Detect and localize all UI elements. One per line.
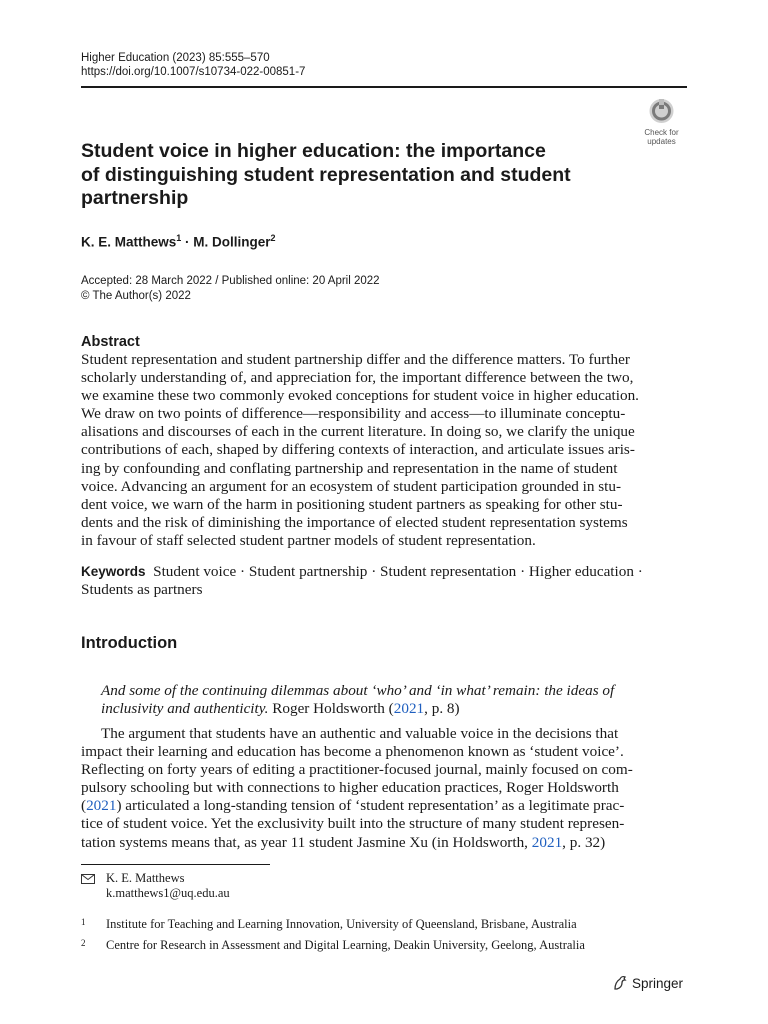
corresponding-name: K. E. Matthews — [106, 871, 185, 885]
abstract-line: We draw on two points of difference—responsibility and access—to illuminate conceptu- — [81, 405, 626, 423]
check-for-updates-icon — [636, 98, 687, 124]
keywords-list: Student voice · Student partnership · Student representation · Higher education · — [153, 563, 643, 580]
badge-line-2: updates — [647, 136, 676, 146]
citation-link[interactable]: 2021 — [531, 833, 563, 851]
abstract-line: alisations and discourses of each in the current literature. In doing so, we clarify the unique — [81, 423, 635, 441]
abstract-line: scholarly understanding of, and appreciation for, the important difference between the two, — [81, 369, 634, 387]
badge-line-1: Check for — [644, 128, 679, 137]
body-line: pulsory schooling but with connections to higher education practices, Roger Holdsworth — [81, 779, 619, 797]
journal-header — [81, 51, 305, 79]
abstract-text — [81, 351, 687, 550]
affiliation-number: 1 — [81, 917, 86, 927]
dates-line: Accepted: 28 March 2022 / Published online: 20 April 2022 — [81, 275, 380, 287]
citation-link[interactable]: 2021 — [86, 797, 117, 815]
body-line: impact their learning and education has become a phenomenon known as ‘student voice’. — [81, 743, 624, 761]
affiliation-marker: 2 — [270, 233, 276, 243]
body-text: ( — [81, 797, 87, 815]
publication-dates — [81, 274, 380, 303]
citation-link[interactable]: 2021 — [393, 700, 425, 718]
author-name[interactable]: K. E. Matthews — [81, 234, 177, 250]
abstract-line: Student representation and student partnership differ and the difference matters. To further — [81, 351, 630, 368]
abstract-line: dents and the risk of diminishing the importance of elected student representation systems — [81, 513, 628, 531]
epigraph-attribution: , p. 8) — [424, 700, 460, 718]
affiliation-marker: 1 — [176, 233, 182, 243]
affiliation-text: Centre for Research in Assessment and Digital Learning, Deakin University, Geelong, Australia — [106, 938, 585, 952]
paper-title — [81, 140, 601, 211]
epigraph-line: inclusivity and authenticity. — [101, 700, 269, 718]
introduction-paragraph — [81, 725, 687, 852]
springer-horse-icon — [612, 975, 628, 991]
abstract-line: we examine these two commonly evoked conceptions for student voice in higher education. — [81, 387, 639, 405]
journal-citation: Higher Education (2023) 85:555–570 — [81, 52, 270, 64]
corresponding-email[interactable]: k.matthews1@uq.edu.au — [106, 886, 230, 900]
abstract-line: dent voice, we warn of the harm in positioning student partners as speaking for other stu- — [81, 495, 623, 513]
footnote-rule — [81, 864, 270, 865]
keywords-block — [81, 563, 687, 599]
envelope-icon — [81, 874, 95, 884]
affiliation-number: 2 — [81, 938, 86, 948]
author-list — [81, 233, 276, 250]
abstract-line: in favour of staff selected student partner models of student representation. — [81, 531, 536, 549]
publisher-logo — [612, 975, 683, 991]
affiliation-2 — [81, 936, 585, 953]
body-line: tice of student voice. Yet the exclusivity built into the structure of many student represen- — [81, 815, 625, 833]
affiliation-1 — [81, 915, 577, 932]
header-rule — [81, 86, 687, 88]
affiliation-text: Institute for Teaching and Learning Innovation, University of Queensland, Brisbane, Australia — [106, 917, 577, 931]
body-text: tation systems means that, as year 11 student Jasmine Xu (in Holdsworth, — [81, 833, 532, 851]
title-line: Student voice in higher education: the importance — [81, 140, 546, 162]
epigraph-attribution: Roger Holdsworth ( — [268, 700, 394, 718]
abstract-line: ing by confounding and conflating partnership and representation in the name of student — [81, 459, 618, 477]
keywords-list: Students as partners — [81, 581, 203, 599]
epigraph — [101, 682, 687, 718]
author-separator: · — [181, 234, 194, 250]
doi-link[interactable]: https://doi.org/10.1007/s10734-022-00851-7 — [81, 66, 306, 78]
author-name[interactable]: M. Dollinger — [193, 234, 271, 250]
abstract-line: voice. Advancing an argument for an ecosystem of student participation grounded in stu- — [81, 477, 622, 495]
check-for-updates-badge[interactable] — [636, 98, 687, 146]
title-line: of distinguishing student representation and student — [81, 163, 571, 186]
body-text: ) articulated a long-standing tension of ‘student representation’ as a legitimate prac- — [116, 797, 625, 815]
section-heading-introduction: Introduction — [81, 634, 178, 652]
copyright-line: © The Author(s) 2022 — [81, 289, 191, 302]
title-line: partnership — [81, 187, 189, 209]
abstract-heading: Abstract — [81, 334, 140, 350]
body-text: , p. 32) — [562, 833, 606, 851]
body-line: Reflecting on forty years of editing a practitioner-focused journal, mainly focused on com- — [81, 761, 633, 779]
epigraph-line: And some of the continuing dilemmas about ‘who’ and ‘in what’ remain: the ideas of — [101, 682, 615, 699]
body-line: The argument that students have an authentic and valuable voice in the decisions that — [101, 725, 619, 742]
keywords-label: Keywords — [81, 564, 146, 579]
abstract-line: contributions of each, shaped by differing contexts of interaction, and articulate issues aris- — [81, 441, 635, 459]
publisher-name: Springer — [632, 976, 684, 991]
